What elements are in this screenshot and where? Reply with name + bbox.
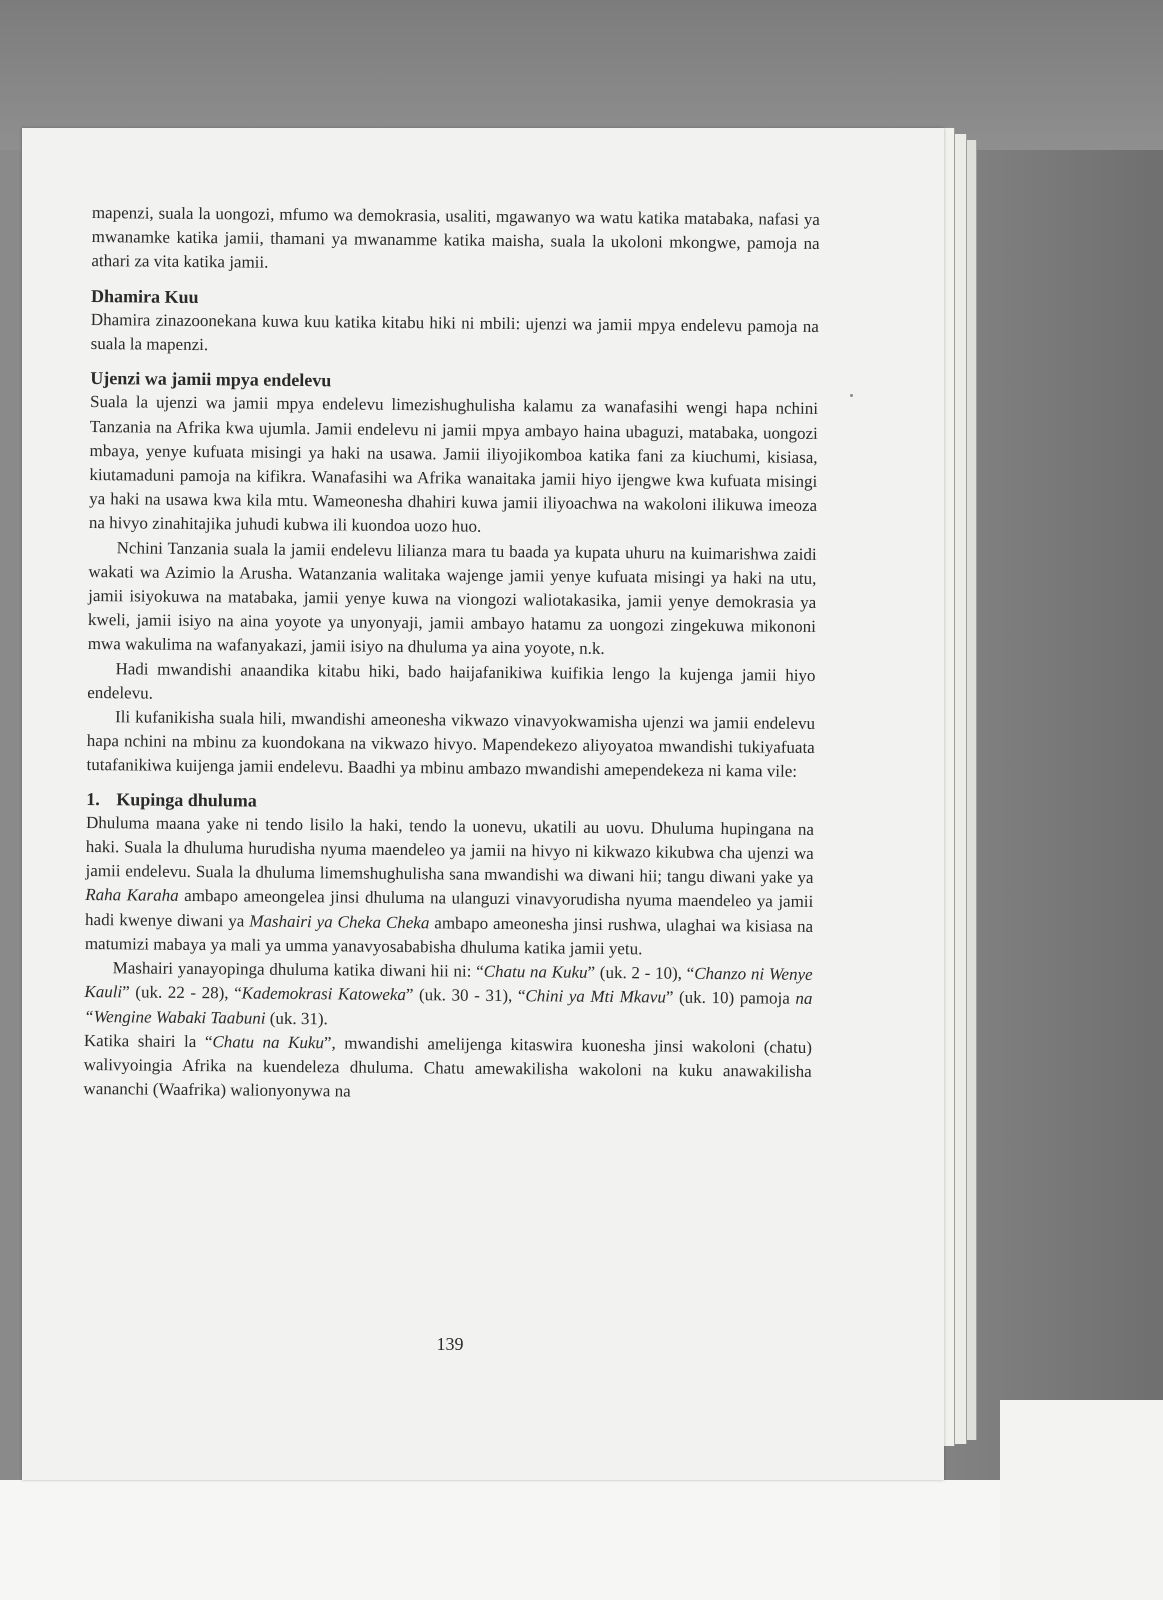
section-paragraph (84, 956, 813, 1036)
text-run: Katika shairi la “ (83, 1030, 213, 1051)
heading-text: Kupinga dhuluma (116, 788, 257, 811)
poem-title: Chini ya Mti Mkavu (525, 986, 666, 1007)
book-title: Mashairi ya Cheka Cheka (249, 911, 430, 932)
section-paragraph: Ili kufanikisha suala hili, mwandishi ameonesha vikwazo vinavyokwamisha ujenzi wa jamii endelevu hapa nchini na mbinu za kuondokana na vikwazo hivyo. Mapendekezo aliyoyatoa mwandishi tukiyafuata tutafanikiwa kuijenga jamii endelevu. Baadhi ya mbinu ambazo mwandishi amependekeza ni kama vile: (86, 707, 816, 782)
section-paragraph: Nchini Tanzania suala la jamii endelevu lilianza mara tu baada ya kupata uhuru na kuimarishwa zaidi wakati wa Azimio la Arusha. Watanzania walitaka wajenge jamii yenye kufuata misingi ya haki na utu, jamii isiyokuwa na matabaka, jamii yenye kuwa na viongozi waliotakasika, jamii yenye demokrasia ya kweli, jamii isiyo na aina yoyote ya unyonyaji, jamii ambayo hatamu za uongozi zingekuwa mikononi mwa wakulima na wafanyakazi, jamii isiyo na dhuluma ya aina yoyote, n.k. (87, 537, 817, 659)
text-run: ” (uk. 22 - 28), “ (122, 982, 242, 1003)
book-title: Raha Karaha (85, 885, 179, 906)
poem-title: Chanzo ni Wenye Kauli (84, 963, 813, 1002)
scan-speck (850, 394, 853, 397)
text-run: Mashairi yanayopinga dhuluma katika diwani hii ni: “ (112, 958, 484, 981)
section-heading-dhamira-kuu: Dhamira Kuu (90, 285, 199, 307)
text-run: (uk. 31). (265, 1008, 328, 1028)
book-page (22, 128, 944, 1480)
text-run: ” (uk. 10) pamoja (665, 987, 796, 1009)
poem-title: Kademokrasi Katoweka (241, 983, 407, 1005)
text-run: ambapo ameongelea jinsi dhuluma na ulanguzi vinavyorudisha nyuma maendeleo ya jamii hadi kwenye diwani ya (85, 886, 814, 931)
text-run: Dhuluma maana yake ni tendo lisilo la haki, tendo la uonevu, ukatili au uovu. Dhuluma hupingana na haki. Suala la dhuluma hurudisha nyuma maendeleo ya jamii na hivyo ni kikwazo kikubwa cha ujenzi wa jamii endelevu. Suala la dhuluma limemshughulisha sana mwandishi wa diwani hii; tangu diwani yake ya (85, 812, 815, 888)
section-paragraph (85, 811, 814, 963)
page-number: 139 (436, 1334, 464, 1354)
poem-title: Chatu na Kuku (212, 1031, 325, 1052)
heading-number: 1. (86, 788, 100, 809)
section-paragraph (83, 1029, 812, 1109)
text-run: ambapo ameonesha jinsi rushwa, ulaghai wa kisiasa na matumizi mabaya ya mali ya umma yanavyosababisha dhuluma katika jamii yetu. (84, 912, 814, 959)
section-heading-ujenzi: Ujenzi wa jamii mpya endelevu (90, 368, 332, 391)
poem-title: na “Wengine Wabaki Taabuni (84, 989, 813, 1028)
text-run: ”, mwandishi amelijenga kitaswira kuonesha jinsi wakoloni (chatu) walivyoingia Afrika na kuendeleza dhuluma. Chatu amewakilisha wakoloni na kuku anawakilisha wananchi (Waafrika) walionyonywa na (83, 1032, 813, 1101)
scanner-bed-bottom (0, 1480, 1163, 1600)
poem-title: Chatu na Kuku (483, 961, 588, 982)
section-paragraph: Suala la ujenzi wa jamii mpya endelevu limezishughulisha kalamu za wanafasihi wengi hapa nchini Tanzania na Afrika kwa ujumla. Jamii endelevu ni jamii mpya ambayo haina ubaguzi, matabaka, uongozi mbaya, yenye kufuata misingi ya haki na usawa. Jamii iliyojikomboa katika fani za kiuchumi, kisiasa, kiutamaduni pamoja na kifikra. Wanafasihi wa Afrika wanaitaka jamii hiyo ijengwe kwa kufuata misingi ya haki na usawa kwa kila mtu. Wameonesha dhahiri kuwa jamii iliyoachwa na wakoloni ilikuwa imeoza na hivyo zinahitajika juhudi kubwa ili kuondoa uozo huo. (88, 392, 819, 537)
page-text (83, 201, 820, 1108)
section-paragraph: Hadi mwandishi anaandika kitabu hiki, bado haijafanikiwa kuifikia lengo la kujenga jamii hiyo endelevu. (87, 658, 816, 703)
text-run: ” (uk. 30 - 31), “ (405, 985, 526, 1006)
intro-paragraph: mapenzi, suala la uongozi, mfumo wa demokrasia, usaliti, mgawanyo wa watu katika matabaka, nafasi ya mwanamke katika jamii, thamani ya mwanamme katika maisha, suala la ukoloni mkongwe, pamoja na athari za vita katika jamii. (91, 202, 820, 273)
scanner-bed-right (1000, 1400, 1163, 1600)
text-run: ” (uk. 2 - 10), “ (587, 962, 695, 983)
section-paragraph: Dhamira zinazoonekana kuwa kuu katika kitabu hiki ni mbili: ujenzi wa jamii mpya endelevu pamoja na suala la mapenzi. (90, 309, 819, 355)
